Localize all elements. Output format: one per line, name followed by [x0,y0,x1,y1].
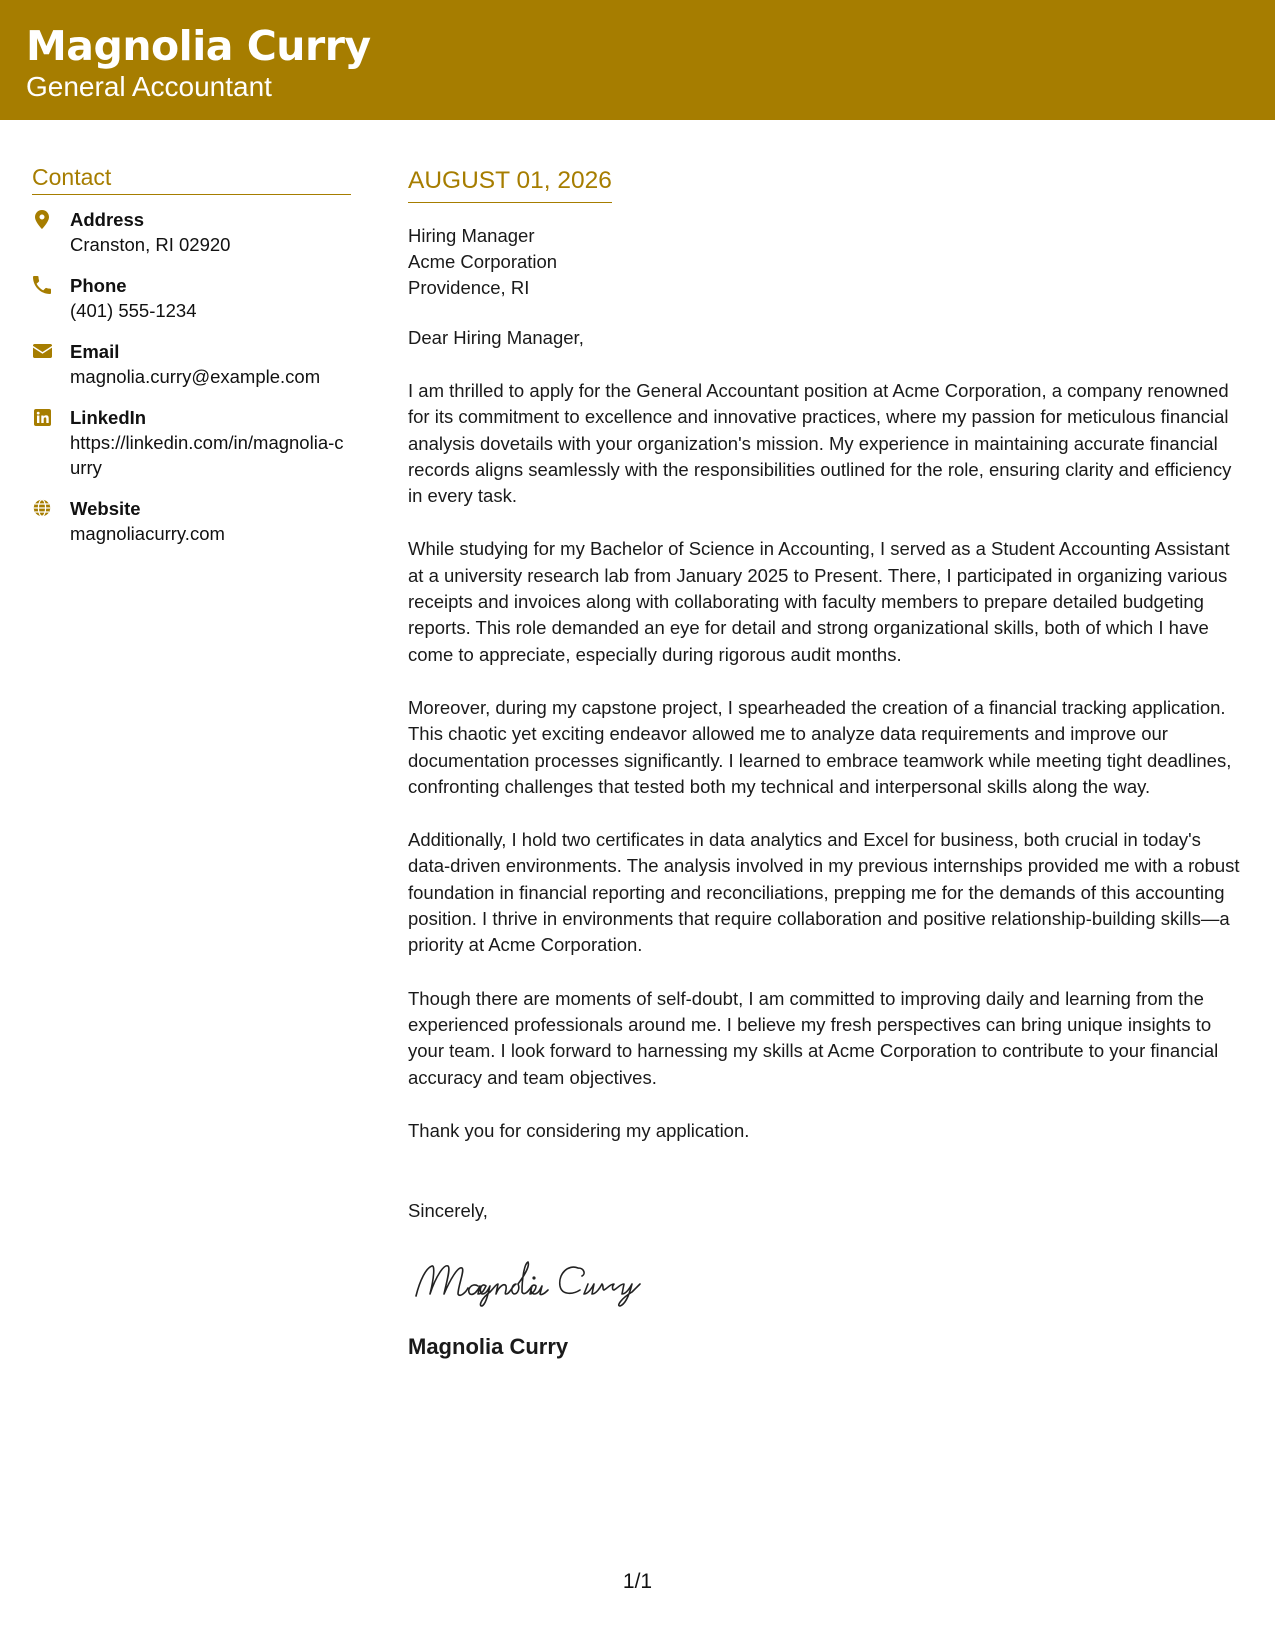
signer-name: Magnolia Curry [408,1334,569,1360]
contact-label: Email [70,341,120,362]
letter-date: AUGUST 01, 2026 [408,166,612,203]
header-banner [0,0,1275,120]
paragraph: Though there are moments of self-doubt, I am committed to improving daily and learning from the experienced professionals around me. I believe my fresh perspectives can bring unique insights to your team. I look forward to harnessing my skills at Acme Corporation to contribute to your financial accuracy and team objectives. [408,987,1219,1088]
letter-body [408,166,1248,1361]
contact-value: (401) 555-1234 [70,300,197,321]
contact-value: magnolia.curry@example.com [70,366,321,387]
contact-label: Address [70,209,145,230]
contact-label: LinkedIn [70,407,147,428]
contact-value: Cranston, RI 02920 [70,234,231,255]
closing: Sincerely, [408,1200,488,1222]
contact-address [32,207,351,257]
map-pin-icon [32,209,52,229]
contact-linkedin [32,405,351,480]
contact-list [32,207,351,546]
candidate-role: General Accountant [26,71,272,102]
recipient-line: Providence, RI [408,277,530,298]
contact-email [32,339,351,389]
recipient-line: Hiring Manager [408,225,535,246]
recipient-line: Acme Corporation [408,251,558,272]
recipient-block [408,223,1248,301]
paragraph: I am thrilled to apply for the General Accountant position at Acme Corporation, a company renowned for its commitment to excellence and innovative practices, where my passion for meticulous financial analysis dovetails with your organization's mission. My experience in maintaining accurate financial records aligns seamlessly with the responsibilities outlined for the role, ensuring clarity and efficiency in every task. [408,380,1232,507]
contact-phone [32,273,351,323]
contact-website [32,496,351,546]
handwritten-signature [408,1250,668,1310]
contact-label: Phone [70,275,127,296]
linkedin-icon [32,407,52,427]
contact-value[interactable]: https://linkedin.com/in/magnolia-curry [70,432,344,478]
phone-icon [32,275,52,295]
paragraph: Thank you for considering my application. [408,1119,750,1141]
envelope-icon [32,341,52,361]
greeting: Dear Hiring Manager, [408,327,584,348]
contact-sidebar [32,162,351,562]
candidate-name: Magnolia Curry [26,22,371,70]
paragraph: While studying for my Bachelor of Science in Accounting, I served as a Student Accounting Assistant at a university research lab from January 2025 to Present. There, I participated in organizing various receipts and invoices along with collaborating with faculty members to prepare detailed budgeting reports. This role demanded an eye for detail and strong organizational skills, both of which I have come to appreciate, especially during rigorous audit months. [408,538,1230,665]
contact-label: Website [70,498,141,519]
contact-value[interactable]: magnoliacurry.com [70,523,225,544]
paragraph: Moreover, during my capstone project, I spearheaded the creation of a financial tracking application. This chaotic yet exciting endeavor allowed me to analyze data requirements and improve our documentation processes significantly. I learned to embrace teamwork while meeting tight deadlines, confronting challenges that tested both my technical and interpersonal skills along the way. [408,696,1232,797]
globe-icon [32,498,52,518]
contact-heading: Contact [32,162,351,195]
page-number: 1/1 [622,1570,653,1593]
paragraph: Additionally, I hold two certificates in data analytics and Excel for business, both crucial in today's data-driven environments. The analysis involved in my previous internships provided me with a robust foundation in financial reporting and reconciliations, prepping me for the demands of this accounting position. I thrive in environments that require collaboration and positive relationship-building skills—a priority at Acme Corporation. [408,829,1240,956]
